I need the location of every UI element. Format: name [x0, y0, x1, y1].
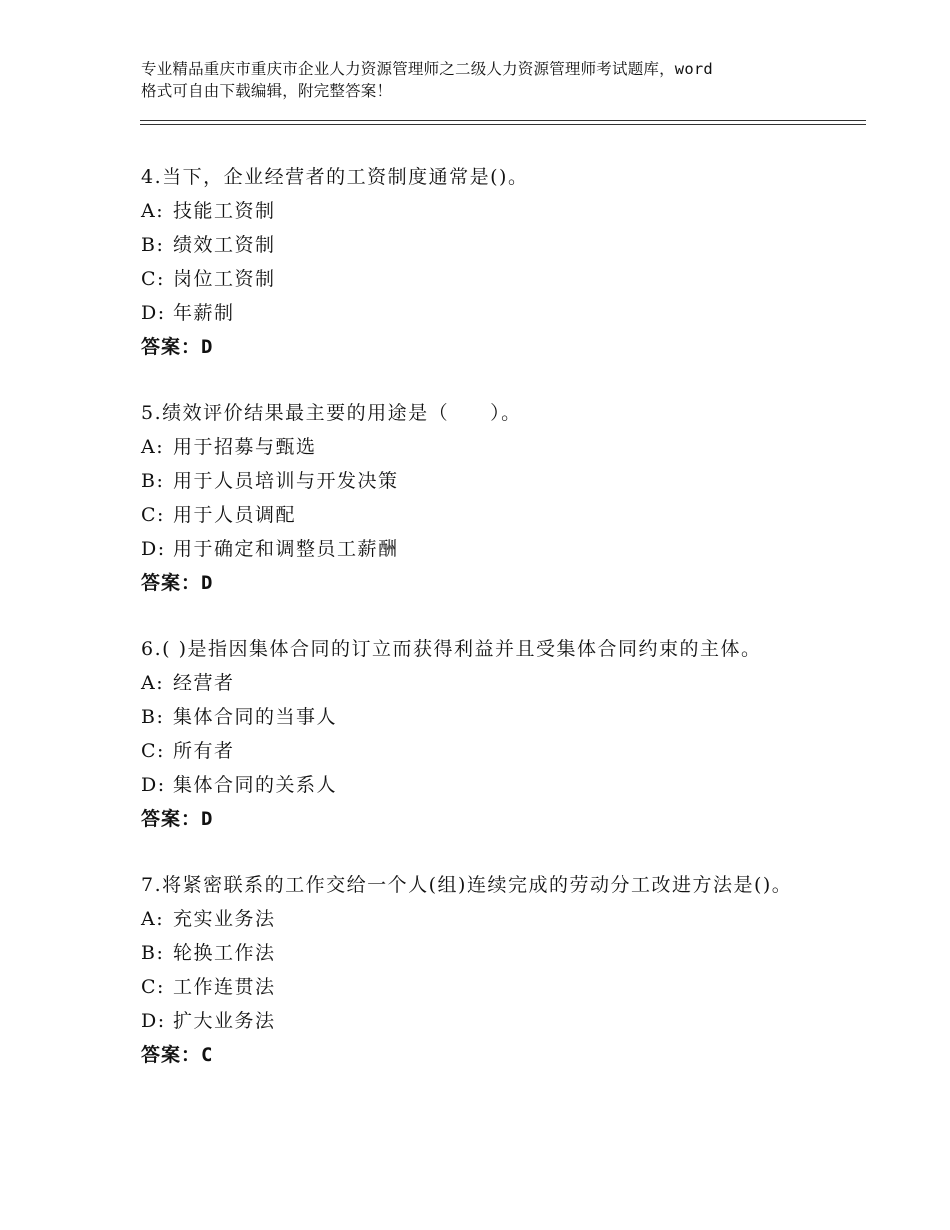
question-text: 6.( )是指因集体合同的订立而获得利益并且受集体合同约束的主体。 [141, 638, 762, 660]
header-divider-top [140, 120, 866, 121]
question-6 [141, 632, 841, 836]
header-line-1: 专业精品重庆市重庆市企业人力资源管理师之二级人力资源管理师考试题库，word [141, 60, 713, 78]
option-text: 用于招募与甄选 [173, 436, 317, 458]
option-c [141, 498, 841, 532]
option-text: 扩大业务法 [173, 1010, 276, 1032]
answer-value: D [201, 336, 214, 358]
option-letter: B: [141, 470, 165, 492]
option-text: 轮换工作法 [173, 942, 276, 964]
option-text: 用于人员调配 [173, 504, 297, 526]
question-7 [141, 868, 841, 1072]
question-5 [141, 396, 841, 600]
option-letter: C: [141, 740, 165, 762]
option-text: 充实业务法 [173, 908, 276, 930]
question-text: 7.将紧密联系的工作交给一个人(组)连续完成的劳动分工改进方法是()。 [141, 874, 793, 896]
option-letter: A: [141, 672, 165, 694]
option-letter: D: [141, 1010, 166, 1032]
answer-value: D [201, 572, 214, 594]
option-letter: B: [141, 234, 165, 256]
question-list [141, 160, 841, 1104]
option-d [141, 768, 841, 802]
option-text: 技能工资制 [173, 200, 276, 222]
option-text: 绩效工资制 [173, 234, 276, 256]
answer [141, 1038, 841, 1072]
option-d [141, 532, 841, 566]
option-letter: C: [141, 976, 165, 998]
option-text: 集体合同的关系人 [173, 774, 338, 796]
option-text: 年薪制 [173, 302, 235, 324]
option-letter: D: [141, 302, 166, 324]
header-line-2: 格式可自由下载编辑，附完整答案！ [141, 82, 393, 100]
option-letter: B: [141, 942, 165, 964]
question-4 [141, 160, 841, 364]
option-d [141, 1004, 841, 1038]
option-letter: C: [141, 504, 165, 526]
option-text: 经营者 [173, 672, 235, 694]
option-letter: A: [141, 436, 165, 458]
option-b [141, 936, 841, 970]
answer-value: D [201, 808, 214, 830]
answer-value: C [201, 1044, 214, 1066]
header-divider-bottom [140, 124, 866, 125]
option-c [141, 734, 841, 768]
option-a [141, 902, 841, 936]
answer-label: 答案： [141, 808, 202, 830]
option-letter: B: [141, 706, 165, 728]
option-text: 所有者 [173, 740, 235, 762]
option-a [141, 430, 841, 464]
option-a [141, 194, 841, 228]
option-letter: A: [141, 908, 165, 930]
option-text: 集体合同的当事人 [173, 706, 338, 728]
question-text: 4.当下，企业经营者的工资制度通常是()。 [141, 166, 529, 188]
option-b [141, 464, 841, 498]
option-text: 用于确定和调整员工薪酬 [173, 538, 399, 560]
option-letter: D: [141, 538, 166, 560]
option-letter: A: [141, 200, 165, 222]
option-letter: D: [141, 774, 166, 796]
option-letter: C: [141, 268, 165, 290]
option-b [141, 228, 841, 262]
answer-label: 答案： [141, 1044, 202, 1066]
answer [141, 330, 841, 364]
option-text: 用于人员培训与开发决策 [173, 470, 399, 492]
option-c [141, 262, 841, 296]
answer-label: 答案： [141, 572, 202, 594]
answer [141, 802, 841, 836]
option-d [141, 296, 841, 330]
option-b [141, 700, 841, 734]
option-text: 岗位工资制 [173, 268, 276, 290]
answer [141, 566, 841, 600]
question-text: 5.绩效评价结果最主要的用途是（ ）。 [141, 402, 522, 424]
option-c [141, 970, 841, 1004]
option-a [141, 666, 841, 700]
answer-label: 答案： [141, 336, 202, 358]
document-header [141, 58, 831, 102]
option-text: 工作连贯法 [173, 976, 276, 998]
